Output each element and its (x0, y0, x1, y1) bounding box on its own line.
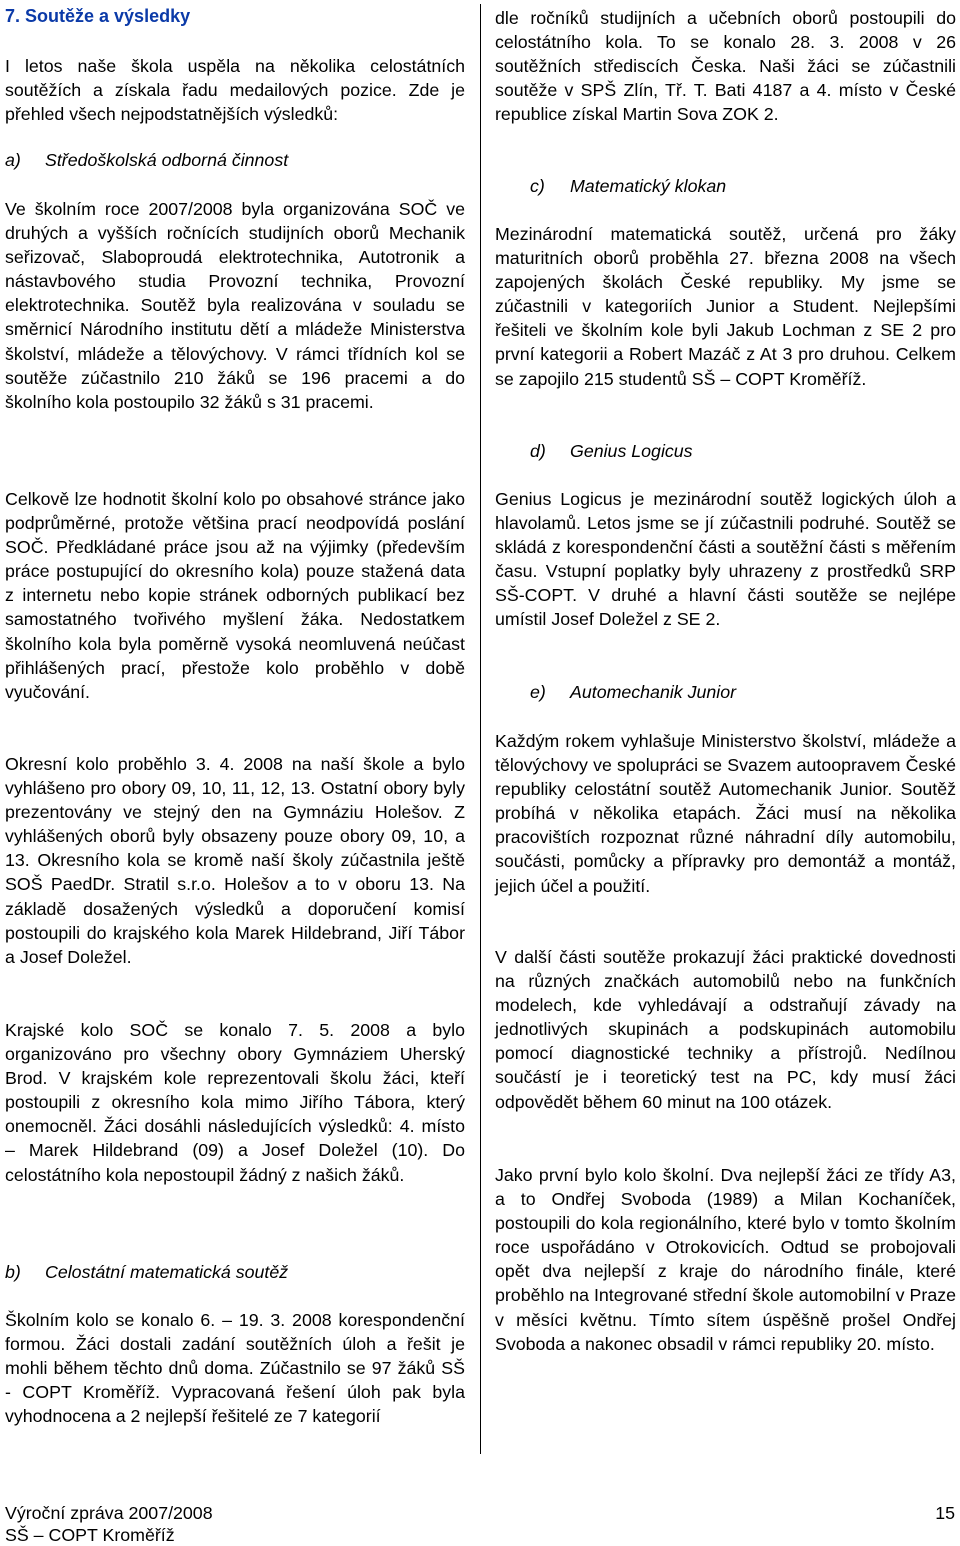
math-block-1 (5, 1308, 465, 1428)
soc-label: a) (5, 150, 21, 170)
genius-heading (495, 439, 956, 463)
soc-heading (5, 148, 465, 172)
auto-block-1 (495, 729, 956, 898)
math-paragraph-1: Školním kolo se konalo 6. – 19. 3. 2008 korespondenční formou. Žáci dostali zadání soutěžních úloh a řešit je mohli během těchto dnů doma. Zúčastnilo se 97 žáků SŠ - COPT Kroměříž. Vypracovaná řešení úloh pak byla vyhodnocena a 2 nejlepší řešitelé ze 7 kategorií (5, 1310, 465, 1427)
soc-block-3 (5, 752, 465, 969)
soc-paragraph-1: Ve školním roce 2007/2008 byla organizována SOČ ve druhých a vyšších ročnících studijních oborů Mechanik seřizovač, Slaboproudá elektrotechnika, Autotronik a nástavbového studia Provozní technika, Provozní elektrotechnika. Soutěž byla realizována v souladu se směrnicí Národního institutu dětí a mládeže Ministerstva školství, mládeže a tělovýchovy. V rámci třídních kol se soutěže zúčastnilo 210 žáků se 196 pracemi a do školního kola postoupilo 32 žáků s 31 pracemi. (5, 199, 465, 412)
genius-block (495, 487, 956, 632)
soc-paragraph-2: Celkově lze hodnotit školní kolo po obsahové stránce jako podprůměrné, protože většina prací neodpovídá poslání SOČ. Předkládané práce jsou až na výjimky (především práce postupující do okresního kola) pouze stažená data z internetu nebo kopie stránek odborných publikací bez samostatného tvořivého myšlení žáka. Nedostatkem školního kola byla poměrně vysoká neomluvená neúčast přihlášených prací, přestože kolo proběhlo v době vyučování. (5, 489, 465, 702)
math-continuation-block (495, 6, 956, 126)
auto-title: Automechanik Junior (570, 682, 737, 702)
klokan-heading (495, 174, 956, 198)
soc-paragraph-4: Krajské kolo SOČ se konalo 7. 5. 2008 a bylo organizováno pro všechny obory Gymnáziem Uherský Brod. V krajském kole reprezentovali školu žáci, kteří postoupili z okresního kola mimo Jiřího Tábora, který onemocněl. Žáci dosáhli následujících výsledků: 4. místo – Marek Hildebrand (09) a Josef Doležel (10). Do celostátního kola nepostoupil žádný z našich žáků. (5, 1020, 465, 1185)
section-heading: 7. Soutěže a výsledky (5, 6, 191, 26)
auto-block-3 (495, 1163, 956, 1356)
soc-block-2 (5, 487, 465, 704)
footer-school-name: SŠ – COPT Kroměříž (5, 1525, 175, 1545)
auto-paragraph-3: Jako první bylo kolo školní. Dva nejlepší žáci ze třídy A3, a to Ondřej Svoboda (1989) a Milan Kochaníček, postoupili do kola regionálního, které bylo v tomto školním roce uspořádáno v Otrokovicích. Odtud se probojovali opět dva nejlepší z kraje do národního finále, které proběhlo na Integrované střední škole automobilní v Praze v měsíci květnu. Tímto sítem úspěšně prošel Ondřej Svoboda a nakonec obsadil v rámci republiky 20. místo. (495, 1165, 956, 1354)
auto-label: e) (530, 682, 546, 702)
soc-title: Středoškolská odborná činnost (45, 150, 289, 170)
intro-block (5, 54, 465, 126)
auto-paragraph-1: Každým rokem vyhlašuje Ministerstvo školství, mládeže a tělovýchovy ve spolupráci se Svazem autoopravem České republiky celostátní soutěž Automechanik Junior. Soutěž probíhá v několika etapách. Žáci musí na několika pracovištích rozpoznat různé náhradní díly automobilu, součásti, pomůcky a přípravky pro demontáž a montáž, jejich účel a použití. (495, 731, 956, 896)
math-title: Celostátní matematická soutěž (45, 1262, 289, 1282)
genius-label: d) (530, 441, 546, 461)
genius-paragraph: Genius Logicus je mezinárodní soutěž logických úloh a hlavolamů. Letos jsme se jí zúčastnili podruhé. Soutěž se skládá z korespondenční části a soutěžní části s měřením času. Vstupní poplatky byly uhrazeny z prostředků SRP SŠ-COPT. V druhé a hlavní části soutěže se nejlépe umístil Josef Doležel z SE 2. (495, 489, 956, 630)
auto-heading (495, 680, 956, 704)
auto-block-2 (495, 945, 956, 1114)
soc-block-4 (5, 1018, 465, 1187)
klokan-title: Matematický klokan (570, 176, 727, 196)
math-heading (5, 1260, 465, 1284)
page-footer (5, 1502, 955, 1546)
math-label: b) (5, 1262, 21, 1282)
math-continuation-paragraph: dle ročníků studijních a učebních oborů postoupili do celostátního kola. To se konalo 28. 3. 2008 v 26 soutěžních střediscích Česka. Naši žáci se zúčastnili soutěže v SPŠ Zlín, Tř. T. Bati 4187 a 4. místo v České republice získal Martin Sova ZOK 2. (495, 8, 956, 125)
klokan-block (495, 222, 956, 391)
column-divider (480, 4, 481, 1454)
genius-title: Genius Logicus (570, 441, 693, 461)
soc-paragraph-3: Okresní kolo proběhlo 3. 4. 2008 na naší škole a bylo vyhlášeno pro obory 09, 10, 11, 12, 13. Ostatní obory byly prezentovány ve stejný den na Gymnáziu Holešov. Z vyhlášených oborů byly obsazeny pouze obory 09, 10, a 13. Okresního kola se kromě naší školy zúčastnila ještě SOŠ PaedDr. Stratil s.r.o. Holešov a to v oboru 13. Na základě dosažených výsledků a doporučení komisí postoupili do krajského kola Marek Hildebrand, Jiří Tábor a Josef Doležel. (5, 754, 465, 967)
page-number: 15 (935, 1503, 955, 1523)
intro-paragraph: I letos naše škola uspěla na několika celostátních soutěžích a získala řadu medailových pozice. Zde je přehled všech nejpodstatnějších výsledků: (5, 56, 465, 125)
footer-report-title: Výroční zpráva 2007/2008 (5, 1503, 213, 1523)
soc-block-1 (5, 197, 465, 414)
klokan-label: c) (530, 176, 545, 196)
klokan-paragraph: Mezinárodní matematická soutěž, určená pro žáky maturitních oborů proběhla 27. března 2008 na všech zapojených školách České republiky. My jsme se zúčastnili v kategoriích Junior a Student. Nejlepšími řešiteli ve školním kole byli Jakub Lochman z SE 2 pro první kategorii a Robert Mazáč z At 3 pro druhou. Celkem se zapojilo 215 studentů SŠ – COPT Kroměříž. (495, 224, 956, 389)
auto-paragraph-2: V další části soutěže prokazují žáci praktické dovednosti na různých značkách automobilů nebo na funkčních modelech, kde vyhledávají a odstraňují závady na jednotlivých skupinách a podskupinách automobilu pomocí diagnostické techniky a přístrojů. Nedílnou součástí je i teoretický test na PC, kdy musí žáci odpovědět během 60 minut na 100 otázek. (495, 947, 956, 1112)
